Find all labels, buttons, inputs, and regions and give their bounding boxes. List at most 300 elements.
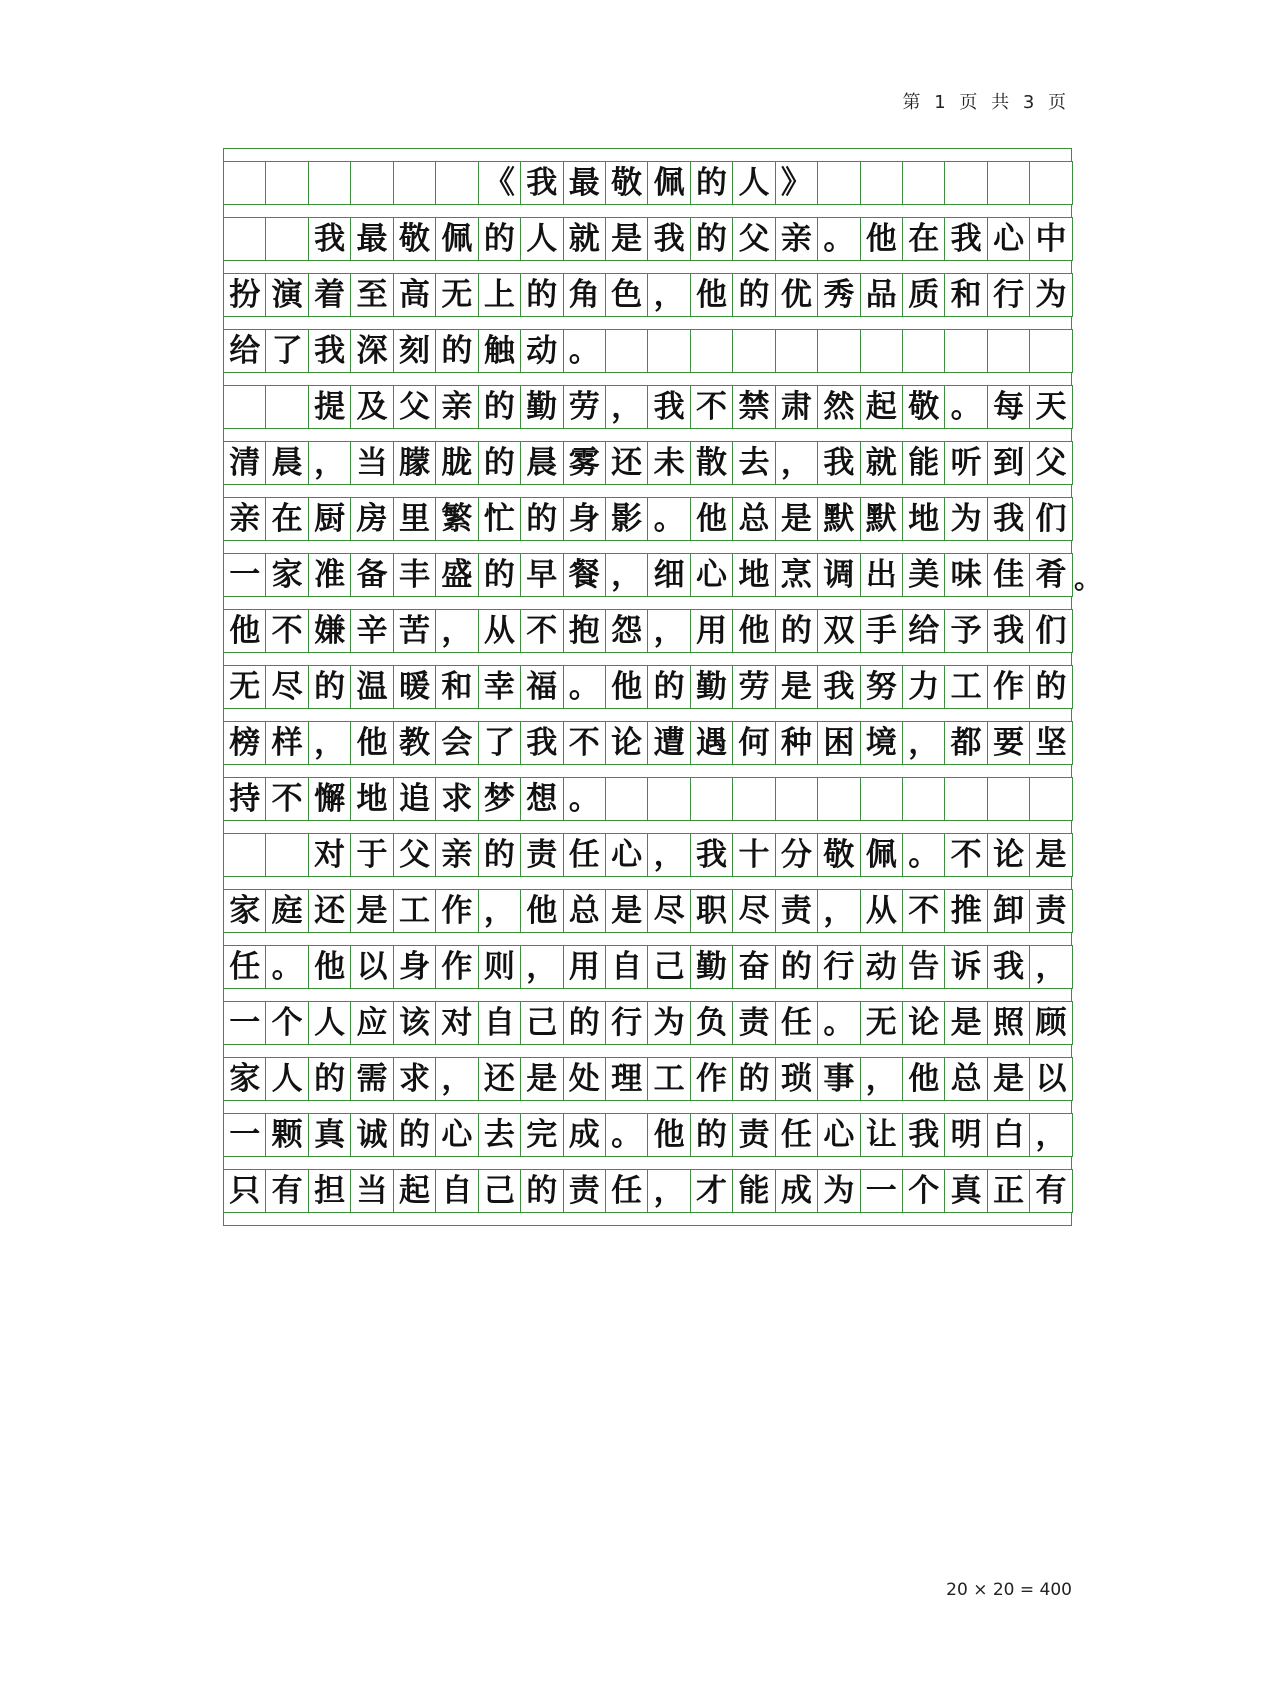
grid-cell: 的 [479, 833, 521, 877]
essay-title-row [223, 161, 1072, 205]
grid-cell [945, 329, 987, 373]
grid-cell: 庭 [266, 889, 308, 933]
grid-row-spacer [223, 1044, 1072, 1058]
grid-cell: 亲 [776, 217, 818, 261]
grid-cell: 盛 [436, 553, 478, 597]
grid-cell [861, 777, 903, 821]
grid-cell: 起 [394, 1169, 436, 1213]
grid-cell: 诚 [351, 1113, 393, 1157]
grid-cell: ， [648, 609, 690, 653]
grid-cell: 我 [903, 1113, 945, 1157]
grid-cell: 他 [606, 665, 648, 709]
essay-grid-paper [223, 148, 1072, 1508]
grid-cell: 责 [1030, 889, 1072, 933]
grid-cell: 工 [394, 889, 436, 933]
grid-cell [733, 329, 775, 373]
grid-cell: 温 [351, 665, 393, 709]
grid-cell: 心 [436, 1113, 478, 1157]
grid-cell: 诉 [945, 945, 987, 989]
grid-cell: 及 [351, 385, 393, 429]
grid-cell: 胧 [436, 441, 478, 485]
essay-line [223, 273, 1072, 317]
grid-cell: 。 [606, 1113, 648, 1157]
grid-cell [733, 777, 775, 821]
grid-cell: 该 [394, 1001, 436, 1045]
grid-cell: 身 [564, 497, 606, 541]
grid-cell: 的 [733, 1057, 775, 1101]
grid-cell: 负 [691, 1001, 733, 1045]
grid-cell: 的 [733, 273, 775, 317]
grid-cell: 质 [903, 273, 945, 317]
grid-cell: 家 [266, 553, 308, 597]
grid-cell: 去 [733, 441, 775, 485]
grid-cell: 一 [224, 553, 266, 597]
grid-cell: 的 [691, 217, 733, 261]
grid-cell: ， [648, 273, 690, 317]
grid-cell: 禁 [733, 385, 775, 429]
grid-cell: 佩 [436, 217, 478, 261]
grid-cell: 一 [224, 1113, 266, 1157]
grid-cell: 繁 [436, 497, 478, 541]
essay-line [223, 553, 1072, 597]
grid-cell [988, 329, 1030, 373]
grid-cell: 优 [776, 273, 818, 317]
grid-cell: 劳 [564, 385, 606, 429]
grid-cell: ， [521, 945, 563, 989]
grid-cell: 苦 [394, 609, 436, 653]
grid-cell: 行 [606, 1001, 648, 1045]
grid-cell: 作 [691, 1057, 733, 1101]
grid-cell: ， [436, 1057, 478, 1101]
grid-cell: 肴 [1030, 553, 1072, 597]
grid-cell: 是 [776, 497, 818, 541]
grid-cell: 他 [903, 1057, 945, 1101]
grid-cell: 遭 [648, 721, 690, 765]
grid-cell [648, 329, 690, 373]
grid-cell: 工 [648, 1057, 690, 1101]
grid-cell: 心 [691, 553, 733, 597]
grid-cell: 对 [309, 833, 351, 877]
grid-cell: 心 [818, 1113, 860, 1157]
grid-cell [606, 777, 648, 821]
grid-cell: 提 [309, 385, 351, 429]
grid-cell: 人 [733, 161, 775, 205]
essay-line [223, 833, 1072, 877]
grid-cell: 佩 [648, 161, 690, 205]
grid-cell: ， [436, 609, 478, 653]
grid-cell [224, 833, 266, 877]
grid-cell: 于 [351, 833, 393, 877]
grid-cell: 们 [1030, 609, 1072, 653]
grid-cell: 在 [266, 497, 308, 541]
grid-cell: 动 [861, 945, 903, 989]
grid-cell: 一 [224, 1001, 266, 1045]
grid-cell: 亲 [436, 833, 478, 877]
grid-cell: 天 [1030, 385, 1072, 429]
grid-cell: 力 [903, 665, 945, 709]
grid-cell: 。 [818, 217, 860, 261]
grid-cell [903, 329, 945, 373]
grid-cell: 们 [1030, 497, 1072, 541]
grid-cell [861, 329, 903, 373]
grid-cell: 责 [733, 1113, 775, 1157]
grid-cell: 不 [266, 777, 308, 821]
grid-cell [818, 329, 860, 373]
grid-cell: 予 [945, 609, 987, 653]
grid-cell: 明 [945, 1113, 987, 1157]
grid-cell: 我 [521, 161, 563, 205]
grid-cell: 我 [988, 497, 1030, 541]
grid-cell [945, 777, 987, 821]
grid-cell: 我 [309, 329, 351, 373]
grid-cell: 出 [861, 553, 903, 597]
grid-cell: 责 [776, 889, 818, 933]
grid-cell: 地 [733, 553, 775, 597]
grid-cell: 有 [1030, 1169, 1072, 1213]
grid-cell: 他 [691, 273, 733, 317]
grid-cell: ， [606, 553, 648, 597]
grid-cell: 推 [945, 889, 987, 933]
grid-cell: 为 [945, 497, 987, 541]
grid-cell: 敬 [394, 217, 436, 261]
grid-cell: 细 [648, 553, 690, 597]
grid-cell: 何 [733, 721, 775, 765]
grid-cell: 责 [733, 1001, 775, 1045]
grid-cell: 己 [521, 1001, 563, 1045]
grid-cell: 辛 [351, 609, 393, 653]
grid-cell: 听 [945, 441, 987, 485]
essay-line [223, 385, 1072, 429]
grid-cell: 求 [436, 777, 478, 821]
grid-cell: 的 [479, 553, 521, 597]
grid-cell: 任 [776, 1113, 818, 1157]
grid-cell: 都 [945, 721, 987, 765]
grid-cell: 色 [606, 273, 648, 317]
grid-cell: 。 [266, 945, 308, 989]
grid-cell: 还 [309, 889, 351, 933]
grid-cell: 责 [564, 1169, 606, 1213]
grid-cell: 完 [521, 1113, 563, 1157]
grid-row-spacer [223, 596, 1072, 610]
grid-cell: 至 [351, 273, 393, 317]
grid-cell: 有 [266, 1169, 308, 1213]
grid-cell: 厨 [309, 497, 351, 541]
grid-cell [988, 777, 1030, 821]
grid-cell: 》 [776, 161, 818, 205]
grid-cell: ， [648, 1169, 690, 1213]
grid-cell: 能 [733, 1169, 775, 1213]
grid-cell [903, 777, 945, 821]
grid-cell: 应 [351, 1001, 393, 1045]
grid-cell: 影 [606, 497, 648, 541]
grid-cell: 任 [224, 945, 266, 989]
grid-cell [691, 329, 733, 373]
grid-cell: 品 [861, 273, 903, 317]
grid-cell: 他 [691, 497, 733, 541]
grid-cell: 不 [945, 833, 987, 877]
grid-cell: 。 [945, 385, 987, 429]
grid-cell: ， [1030, 1113, 1072, 1157]
grid-cell: 的 [691, 1113, 733, 1157]
grid-cell: 还 [479, 1057, 521, 1101]
grid-cell: 雾 [564, 441, 606, 485]
grid-cell: 担 [309, 1169, 351, 1213]
grid-cell: 不 [564, 721, 606, 765]
grid-cell: 当 [351, 1169, 393, 1213]
grid-cell: 尽 [733, 889, 775, 933]
grid-cell: 了 [479, 721, 521, 765]
grid-cell: 总 [564, 889, 606, 933]
grid-cell: 晨 [521, 441, 563, 485]
grid-cell: 我 [988, 609, 1030, 653]
grid-cell: 照 [988, 1001, 1030, 1045]
grid-cell: 最 [564, 161, 606, 205]
grid-cell: 最 [351, 217, 393, 261]
grid-cell [818, 777, 860, 821]
grid-cell: 己 [479, 1169, 521, 1213]
grid-cell: 角 [564, 273, 606, 317]
grid-cell: 身 [394, 945, 436, 989]
grid-cell: 到 [988, 441, 1030, 485]
grid-cell [606, 329, 648, 373]
grid-cell: 他 [733, 609, 775, 653]
grid-cell: 奋 [733, 945, 775, 989]
grid-cell: 要 [988, 721, 1030, 765]
grid-cell: 用 [691, 609, 733, 653]
grid-cell: 父 [394, 833, 436, 877]
grid-row-spacer [223, 260, 1072, 274]
grid-cell: 用 [564, 945, 606, 989]
grid-cell: 就 [861, 441, 903, 485]
grid-cell: 的 [309, 665, 351, 709]
grid-cell: 懈 [309, 777, 351, 821]
grid-cell: 的 [436, 329, 478, 373]
grid-cell: 的 [521, 273, 563, 317]
grid-cell: ， [479, 889, 521, 933]
grid-cell: 深 [351, 329, 393, 373]
grid-cell [224, 217, 266, 261]
grid-cell: 当 [351, 441, 393, 485]
grid-cell: 的 [521, 1169, 563, 1213]
grid-cell: 人 [266, 1057, 308, 1101]
grid-row-spacer [223, 316, 1072, 330]
grid-cell: 动 [521, 329, 563, 373]
grid-cell: 美 [903, 553, 945, 597]
grid-cell: ， [861, 1057, 903, 1101]
grid-cell: 持 [224, 777, 266, 821]
grid-cell: 作 [988, 665, 1030, 709]
grid-cell: 《 [479, 161, 521, 205]
grid-cell: 境 [861, 721, 903, 765]
grid-cell: 需 [351, 1057, 393, 1101]
grid-cell: 自 [436, 1169, 478, 1213]
grid-cell: 家 [224, 1057, 266, 1101]
grid-cell: 福 [521, 665, 563, 709]
grid-cell: 我 [309, 217, 351, 261]
grid-cell: 准 [309, 553, 351, 597]
grid-cell: 努 [861, 665, 903, 709]
grid-cell: 的 [479, 441, 521, 485]
grid-cell: 人 [309, 1001, 351, 1045]
grid-row-spacer [223, 820, 1072, 834]
grid-cell: 演 [266, 273, 308, 317]
grid-cell: 样 [266, 721, 308, 765]
grid-cell: 是 [606, 889, 648, 933]
grid-cell: 亲 [224, 497, 266, 541]
grid-cell: 无 [436, 273, 478, 317]
grid-cell: 给 [903, 609, 945, 653]
grid-cell: 则 [479, 945, 521, 989]
essay-line [223, 1169, 1072, 1213]
grid-cell: 敬 [903, 385, 945, 429]
grid-cell: 让 [861, 1113, 903, 1157]
grid-row-spacer [223, 204, 1072, 218]
grid-cell: 他 [224, 609, 266, 653]
grid-cell: 清 [224, 441, 266, 485]
grid-cell: 早 [521, 553, 563, 597]
grid-cell: 工 [945, 665, 987, 709]
grid-cell: 我 [648, 385, 690, 429]
grid-cell: 还 [606, 441, 648, 485]
grid-cell: 的 [394, 1113, 436, 1157]
grid-cell: 为 [648, 1001, 690, 1045]
grid-cell [1030, 161, 1072, 205]
grid-cell: 琐 [776, 1057, 818, 1101]
grid-cell: 不 [266, 609, 308, 653]
essay-line [223, 217, 1072, 261]
grid-cell: 的 [479, 385, 521, 429]
essay-line [223, 889, 1072, 933]
grid-cell: 触 [479, 329, 521, 373]
grid-cell: 遇 [691, 721, 733, 765]
grid-cell: 种 [776, 721, 818, 765]
grid-cell: 想 [521, 777, 563, 821]
grid-cell: 的 [776, 609, 818, 653]
grid-row-spacer [223, 988, 1072, 1002]
grid-cell: 以 [1030, 1057, 1072, 1101]
grid-cell: 成 [776, 1169, 818, 1213]
page-indicator: 第 1 页 共 3 页 [902, 92, 1070, 113]
grid-cell: 勤 [691, 945, 733, 989]
overflow-punctuation: 。 [1074, 562, 1103, 595]
grid-cell: 的 [648, 665, 690, 709]
essay-line [223, 777, 1072, 821]
grid-cell: 。 [818, 1001, 860, 1045]
grid-cell: 敬 [818, 833, 860, 877]
grid-cell: 颗 [266, 1113, 308, 1157]
grid-cell: 给 [224, 329, 266, 373]
grid-cell: 责 [521, 833, 563, 877]
grid-cell: 备 [351, 553, 393, 597]
grid-cell: 是 [988, 1057, 1030, 1101]
grid-cell [266, 217, 308, 261]
grid-cell: 。 [564, 665, 606, 709]
grid-cell [861, 161, 903, 205]
grid-row-spacer [223, 652, 1072, 666]
grid-cell [691, 777, 733, 821]
grid-cell [1030, 777, 1072, 821]
grid-cell: 勤 [691, 665, 733, 709]
grid-cell: 散 [691, 441, 733, 485]
grid-cell: 他 [309, 945, 351, 989]
grid-cell: 和 [945, 273, 987, 317]
grid-cell: 只 [224, 1169, 266, 1213]
grid-cell: 幸 [479, 665, 521, 709]
grid-cell: 。 [903, 833, 945, 877]
grid-cell: 为 [818, 1169, 860, 1213]
grid-cell: 自 [479, 1001, 521, 1045]
grid-cell: 是 [776, 665, 818, 709]
grid-cell: 和 [436, 665, 478, 709]
grid-cell: 肃 [776, 385, 818, 429]
grid-cell: 事 [818, 1057, 860, 1101]
grid-cell: 为 [1030, 273, 1072, 317]
grid-cell: 行 [818, 945, 860, 989]
grid-cell: 教 [394, 721, 436, 765]
grid-cell: 刻 [394, 329, 436, 373]
grid-cell: ， [648, 833, 690, 877]
grid-cell: 的 [521, 497, 563, 541]
grid-cell [776, 329, 818, 373]
grid-cell: 卸 [988, 889, 1030, 933]
grid-cell: 我 [988, 945, 1030, 989]
essay-line [223, 665, 1072, 709]
grid-cell: 是 [945, 1001, 987, 1045]
grid-cell: 我 [648, 217, 690, 261]
grid-cell: 。 [648, 497, 690, 541]
grid-cell: 能 [903, 441, 945, 485]
grid-cell: 地 [351, 777, 393, 821]
grid-cell: 我 [691, 833, 733, 877]
grid-row-spacer [223, 932, 1072, 946]
grid-cell: 自 [606, 945, 648, 989]
grid-cell: 困 [818, 721, 860, 765]
grid-row-spacer [223, 372, 1072, 386]
grid-cell: 正 [988, 1169, 1030, 1213]
grid-cell: 无 [861, 1001, 903, 1045]
grid-cell: 人 [521, 217, 563, 261]
grid-row-spacer [223, 876, 1072, 890]
grid-cell: 论 [988, 833, 1030, 877]
grid-cell: 。 [564, 329, 606, 373]
grid-cell: 是 [1030, 833, 1072, 877]
grid-cell: 秀 [818, 273, 860, 317]
grid-cell [266, 385, 308, 429]
grid-cell: 不 [521, 609, 563, 653]
grid-cell: 在 [903, 217, 945, 261]
grid-cell: 未 [648, 441, 690, 485]
grid-cell: 不 [903, 889, 945, 933]
grid-cell: 他 [351, 721, 393, 765]
grid-cell: 论 [606, 721, 648, 765]
grid-cell: 嫌 [309, 609, 351, 653]
grid-cell: 着 [309, 273, 351, 317]
grid-cell: 味 [945, 553, 987, 597]
grid-cell [224, 385, 266, 429]
grid-cell: 真 [309, 1113, 351, 1157]
grid-cell: 处 [564, 1057, 606, 1101]
grid-cell: 心 [988, 217, 1030, 261]
grid-cell: 。 [564, 777, 606, 821]
grid-cell [818, 161, 860, 205]
grid-cell: 地 [903, 497, 945, 541]
grid-cell: 父 [394, 385, 436, 429]
grid-cell: 总 [945, 1057, 987, 1101]
grid-row-spacer [223, 1156, 1072, 1170]
grid-cell: 我 [521, 721, 563, 765]
grid-cell: 总 [733, 497, 775, 541]
grid-cell: 十 [733, 833, 775, 877]
